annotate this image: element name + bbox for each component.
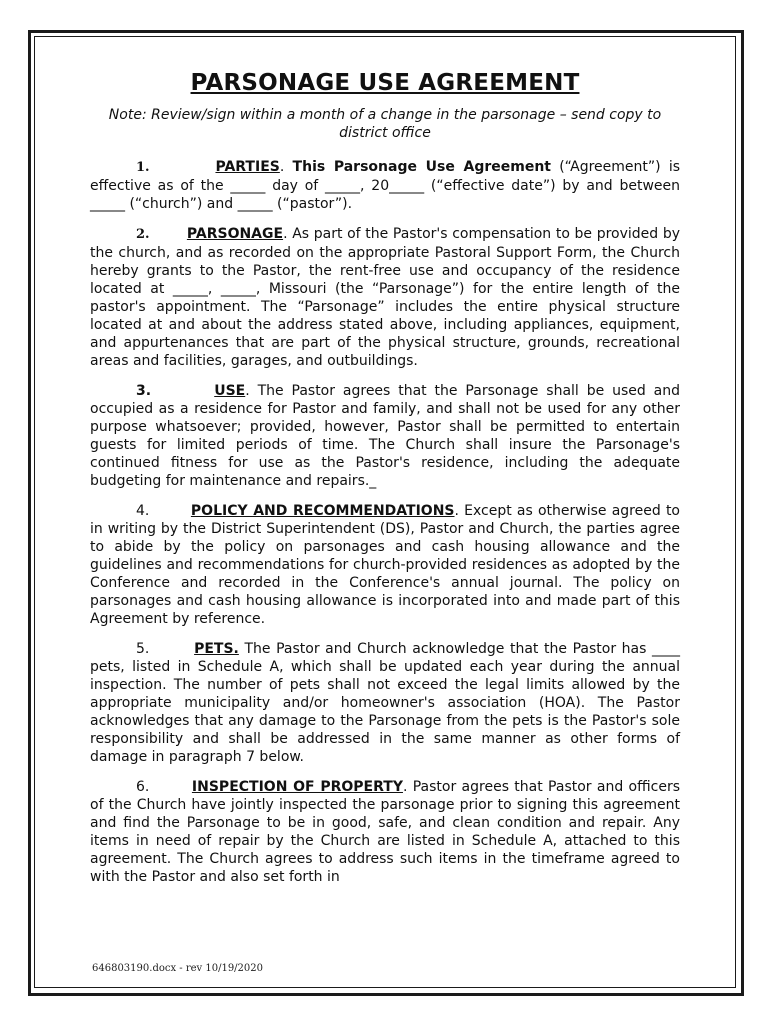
section-heading: PARSONAGE bbox=[186, 226, 284, 242]
document-note: Note: Review/sign within a month of a change in the parsonage – send copy to district office bbox=[108, 107, 662, 141]
section-heading: PETS. bbox=[194, 641, 239, 657]
section-number: 6. bbox=[136, 779, 150, 795]
section-text: . The Pastor agrees that the Parsonage shall be used and occupied as a residence for Pastor and family, and shall not be used for any other purpose whatsoever; provided, however, Pastor shall be permitted to entertain guests for limited periods of time. The Church shall insure the Parsonage's continued fitness for use as the Pastor's residence, including the adequate budgeting for maintenance and repairs._ bbox=[90, 383, 680, 489]
agreement-name: This Parsonage Use Agreement bbox=[292, 159, 551, 175]
section-pets bbox=[90, 640, 680, 766]
section-policy bbox=[90, 502, 680, 628]
section-text: . As part of the Pastor's compensation to be provided by the church, and as recorded on the appropriate Pastoral Support Form, the Church hereby grants to the Pastor, the rent-free use and occupancy of the residence located at _____, _____, Missouri (the “Parsonage”) for the entire length of the pastor's appointment. The “Parsonage” includes the entire physical structure located at and about the address stated above, including appliances, equipment, and appurtenances that are part of the physical structure, grounds, recreational areas and facilities, garages, and outbuildings. bbox=[90, 226, 681, 369]
section-text: (“Agreement”) is effective as of the _____ day of _____, 20_____ (“effective date”) by and between _____ (“church”) and _____ (“pastor”). bbox=[90, 159, 681, 212]
section-text: . Except as otherwise agreed to in writing by the District Superintendent (DS), Pastor and Church, the parties agree to abide by the policy on parsonages and cash housing allowance and the guidelines and recommendations for church-provided residences as adopted by the Conference and recorded in the Conference's annual journal. The policy on parsonages and cash housing allowance is incorporated into and made part of this Agreement by reference. bbox=[90, 503, 680, 627]
section-heading: INSPECTION OF PROPERTY bbox=[191, 779, 403, 795]
section-text: The Pastor and Church acknowledge that the Pastor has ____ pets, listed in Schedule A, which shall be updated each year during the annual inspection. The number of pets shall not exceed the legal limits allowed by the appropriate municipality and/or homeowner's association (HOA). The Pastor acknowledges that any damage to the Parsonage from the pets is the Pastor's sole responsibility and shall be addressed in the same manner as other forms of damage in paragraph 7 below. bbox=[90, 641, 681, 765]
section-heading-punct: . bbox=[279, 159, 285, 175]
section-parties bbox=[90, 158, 680, 213]
section-text: . Pastor agrees that Pastor and officers of the Church have jointly inspected the parsonage prior to signing this agreement and find the Parsonage to be in good, safe, and clean condition and repair. Any items in need of repair by the Church are listed in Schedule A, attached to this agreement. The Church agrees to address such items in the timeframe agreed to with the Pastor and also set forth in bbox=[90, 779, 680, 885]
section-number: 4. bbox=[136, 503, 150, 519]
section-heading: POLICY AND RECOMMENDATIONS bbox=[190, 503, 455, 519]
section-number: 5. bbox=[136, 641, 150, 657]
section-use bbox=[90, 382, 680, 490]
section-number: 1. bbox=[136, 160, 150, 175]
section-parsonage bbox=[90, 225, 680, 370]
document-page bbox=[90, 70, 680, 898]
section-heading: USE bbox=[214, 383, 246, 399]
document-footer: 646803190.docx - rev 10/19/2020 bbox=[92, 963, 264, 974]
section-inspection bbox=[90, 778, 680, 886]
section-number: 2. bbox=[136, 227, 150, 242]
section-number: 3. bbox=[136, 383, 152, 399]
document-title: PARSONAGE USE AGREEMENT bbox=[190, 70, 580, 96]
section-heading: PARTIES bbox=[215, 159, 280, 175]
